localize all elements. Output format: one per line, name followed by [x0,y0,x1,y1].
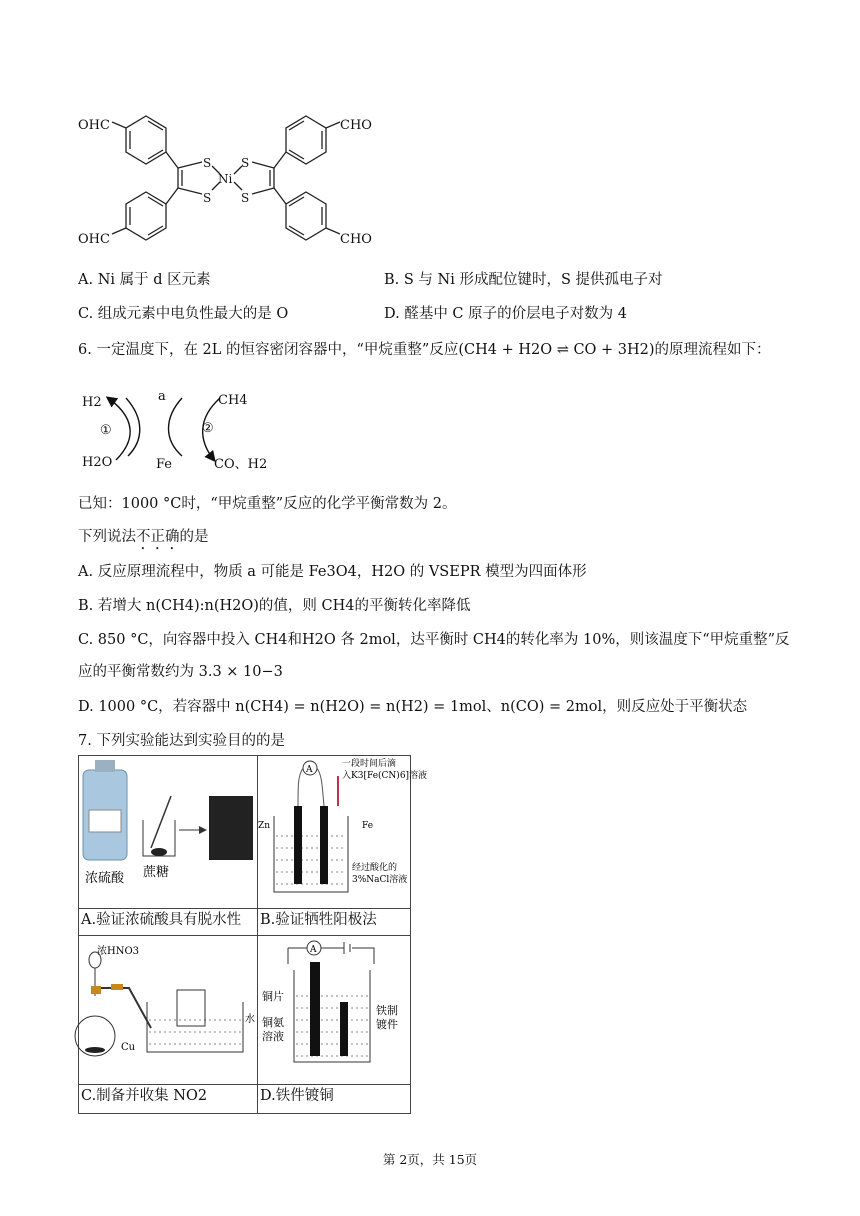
q6-option-d: D. 1000 °C，若容器中 n(CH4) = n(H2O) = n(H2) = 1mol、n(CO) = 2mol，则反应处于平衡状态 [78,699,748,715]
q6-option-c-line1: C. 850 °C，向容器中投入 CH4和H2O 各 2mol，达平衡时 CH4的转化率为 10%，则该温度下“甲烷重整”反 [78,632,790,648]
nickel-complex-structure [78,98,378,258]
experiment-d-figure [258,936,411,1085]
experiment-c-caption: C.制备并收集 NO2 [81,1088,208,1104]
experiment-b-figure [258,756,428,909]
note-line2: 入K3[Fe(CN)6]溶液 [342,771,428,781]
ammeter-d-label: A [310,945,317,955]
q5-option-d: D. 醛基中 C 原子的价层电子对数为 4 [384,306,627,322]
q6-ask: 下列说法不正确的是 [78,529,209,545]
aldehyde-label: CHO [340,232,372,247]
nitric-acid-label: 浓HNO3 [97,946,140,957]
experiment-b-caption: B.验证牺牲阳极法 [260,912,377,928]
solution-line2: 3%NaCl溶液 [352,875,408,885]
solution-line1: 经过酸化的 [352,863,398,873]
aldehyde-label: OHC [78,118,110,133]
ch4-label: CH4 [218,393,248,408]
sulfur-label: S [203,156,212,170]
fe-label: Fe [156,457,173,472]
ammeter-label: A [306,765,313,775]
experiment-a-caption: A.验证浓硫酸具有脱水性 [81,912,242,928]
aldehyde-label: CHO [340,118,372,133]
q5-option-c: C. 组成元素中电负性最大的是 O [78,306,289,322]
cuprammonium-line2: 溶液 [262,1030,284,1043]
reaction-cycle-diagram [78,384,278,476]
q5-option-b: B. S 与 Ni 形成配位键时，S 提供孤电子对 [384,272,663,288]
fe-electrode-label: Fe [362,821,374,831]
q6-option-a: A. 反应原理流程中，物质 a 可能是 Fe3O4，H2O 的 VSEPR 模型为四面体形 [78,564,587,580]
cu-label: Cu [121,1042,136,1053]
aldehyde-label: OHC [78,232,110,247]
step-one-label: ① [100,423,112,438]
step-two-label: ② [202,421,214,436]
iron-part-line2: 镀件 [376,1018,398,1031]
zn-label: Zn [258,821,271,831]
nickel-label: Ni [218,172,233,186]
emphasis-text: 不正确 [136,529,180,545]
h2o-label: H2O [82,455,113,470]
experiment-a-figure [79,756,258,909]
page-footer: 第 2页，共 15页 [382,1152,478,1167]
acid-label: 浓硫酸 [85,871,125,886]
sulfur-label: S [203,191,212,205]
experiment-c-figure [79,936,258,1085]
note-line1: 一段时间后滴 [342,759,397,769]
experiment-d-caption: D.铁件镀铜 [260,1088,334,1104]
h2-label: H2 [82,395,102,410]
q6-option-c-line2: 应的平衡常数约为 3.3 × 10−3 [78,664,283,680]
water-label: 水 [245,1014,255,1025]
q6-option-b: B. 若增大 n(CH4):n(H2O)的值，则 CH4的平衡转化率降低 [78,598,471,614]
sulfur-label: S [241,191,250,205]
a-label: a [158,389,166,404]
sulfur-label: S [241,156,250,170]
iron-part-line1: 铁制 [376,1004,398,1017]
experiment-table [78,755,428,1114]
products-label: CO、H2 [214,457,268,472]
q7-stem: 7. 下列实验能达到实验目的的是 [78,733,285,749]
cuprammonium-line1: 铜氨 [262,1016,284,1029]
sugar-label: 蔗糖 [143,865,170,880]
q5-option-a: A. Ni 属于 d 区元素 [78,272,211,288]
q6-stem: 6. 一定温度下，在 2L 的恒容密闭容器中，“甲烷重整”反应(CH4 + H2O ⇌ CO + 3H2)的原理流程如下： [78,342,771,358]
copper-plate-label: 铜片 [262,990,284,1003]
q6-known: 已知：1000 °C时，“甲烷重整”反应的化学平衡常数为 2。 [78,496,457,512]
